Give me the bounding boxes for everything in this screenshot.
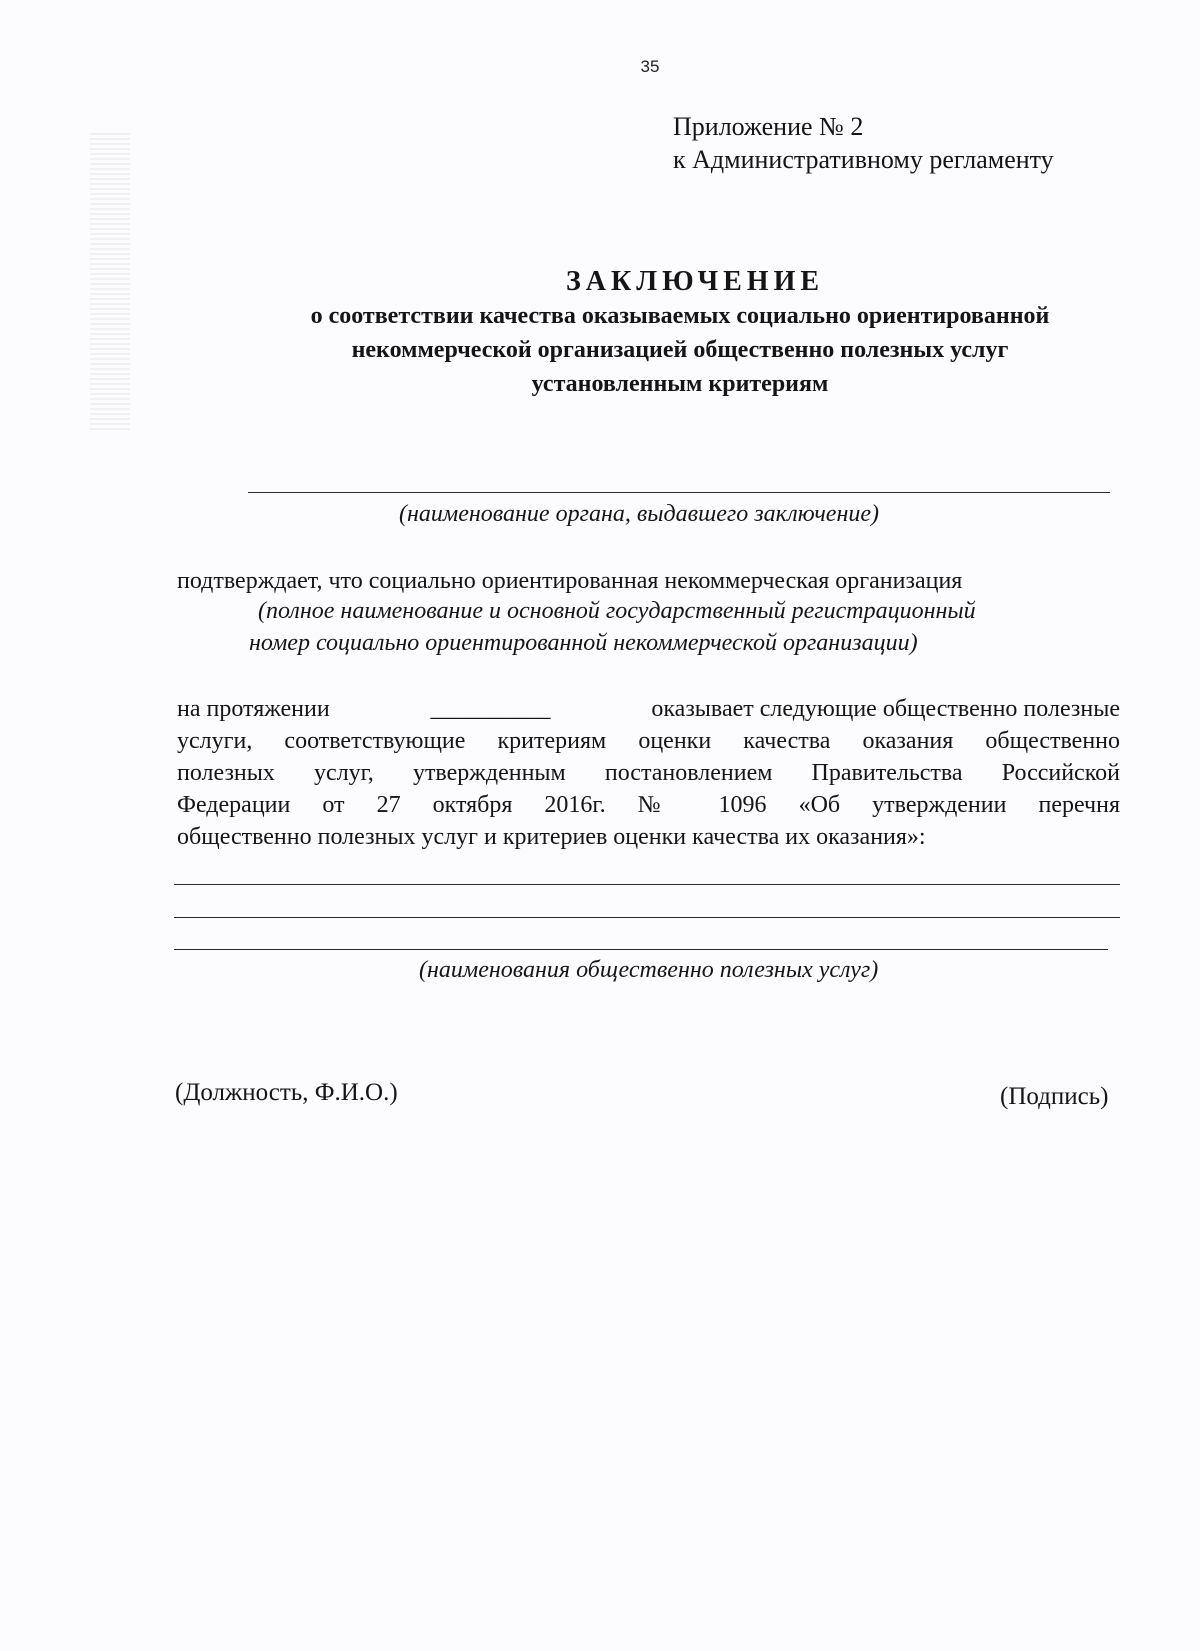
subtitle-line-1: о соответствии качества оказываемых социально ориентированной xyxy=(310,303,1050,329)
issuer-fill-line xyxy=(248,492,1110,493)
page-number: 35 xyxy=(640,57,660,76)
org-caption-line-1: (полное наименование и основной государственный регистрационный xyxy=(258,598,976,624)
body-line-1-end: оказывает следующие общественно полезные xyxy=(651,696,1120,722)
signature-label: (Подпись) xyxy=(1000,1083,1109,1110)
appendix-number: Приложение № 2 xyxy=(673,112,864,141)
document-heading xyxy=(230,265,1130,401)
body-line-4: Федерации от 27 октября 2016г. № 1096 «Об утверждении перечня xyxy=(177,792,1120,818)
body-line-5: общественно полезных услуг и критериев оценки качества их оказания»: xyxy=(177,824,926,850)
services-fill-line-1 xyxy=(174,884,1120,885)
confirm-text: подтверждает, что социально ориентированная некоммерческая организация xyxy=(177,568,963,594)
subtitle-line-3: установленным критериям xyxy=(531,371,829,397)
document-subtitle xyxy=(230,299,1130,401)
services-fill-line-2 xyxy=(174,917,1120,918)
position-name-label: (Должность, Ф.И.О.) xyxy=(175,1079,398,1106)
appendix-note xyxy=(673,110,1054,176)
appendix-reference: к Административному регламенту xyxy=(673,145,1054,174)
body-line-3: полезных услуг, утвержденным постановлением Правительства Российской xyxy=(177,760,1120,786)
body-line-1-start: на протяжении xyxy=(177,696,330,722)
services-fill-line-3 xyxy=(174,949,1108,950)
period-blank: __________ xyxy=(430,696,551,722)
issuer-caption: (наименование органа, выдавшего заключение) xyxy=(399,501,880,527)
org-caption-line-2: номер социально ориентированной некоммерческой организации) xyxy=(249,630,918,656)
services-caption: (наименования общественно полезных услуг) xyxy=(419,957,879,983)
body-line-1 xyxy=(177,693,1120,725)
scan-artifact xyxy=(90,130,130,430)
body-line-2: услуги, соответствующие критериям оценки качества оказания общественно xyxy=(177,728,1120,754)
document-title: ЗАКЛЮЧЕНИЕ xyxy=(565,266,825,297)
subtitle-line-2: некоммерческой организацией общественно полезных услуг xyxy=(351,337,1009,363)
